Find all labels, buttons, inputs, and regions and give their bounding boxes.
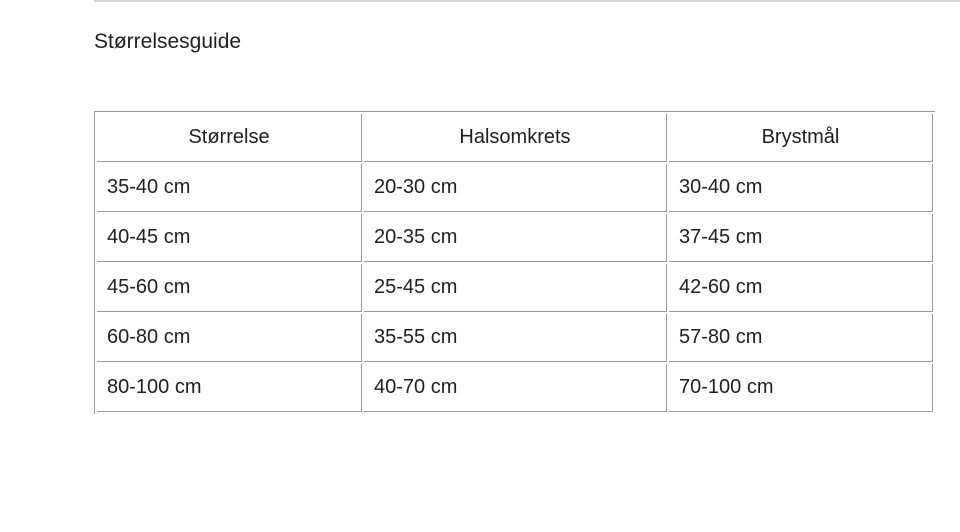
cell-size: 80-100 cm (97, 364, 362, 412)
cell-neck: 25-45 cm (364, 264, 667, 312)
table-row (97, 214, 933, 262)
cell-neck: 35-55 cm (364, 314, 667, 362)
cell-chest: 70-100 cm (669, 364, 933, 412)
table-row (97, 364, 933, 412)
cell-size: 40-45 cm (97, 214, 362, 262)
cell-chest: 37-45 cm (669, 214, 933, 262)
size-guide-table (94, 111, 935, 414)
top-divider (94, 0, 960, 2)
cell-chest: 42-60 cm (669, 264, 933, 312)
size-guide-title: Størrelsesguide (94, 30, 242, 53)
cell-chest: 57-80 cm (669, 314, 933, 362)
cell-neck: 20-30 cm (364, 164, 667, 212)
cell-size: 45-60 cm (97, 264, 362, 312)
header-size: Størrelse (97, 114, 362, 162)
header-chest: Brystmål (669, 114, 933, 162)
table-header-row (97, 114, 933, 162)
table-row (97, 314, 933, 362)
table-row (97, 164, 933, 212)
cell-neck: 20-35 cm (364, 214, 667, 262)
cell-chest: 30-40 cm (669, 164, 933, 212)
cell-neck: 40-70 cm (364, 364, 667, 412)
table-row (97, 264, 933, 312)
header-neck: Halsomkrets (364, 114, 667, 162)
cell-size: 60-80 cm (97, 314, 362, 362)
cell-size: 35-40 cm (97, 164, 362, 212)
